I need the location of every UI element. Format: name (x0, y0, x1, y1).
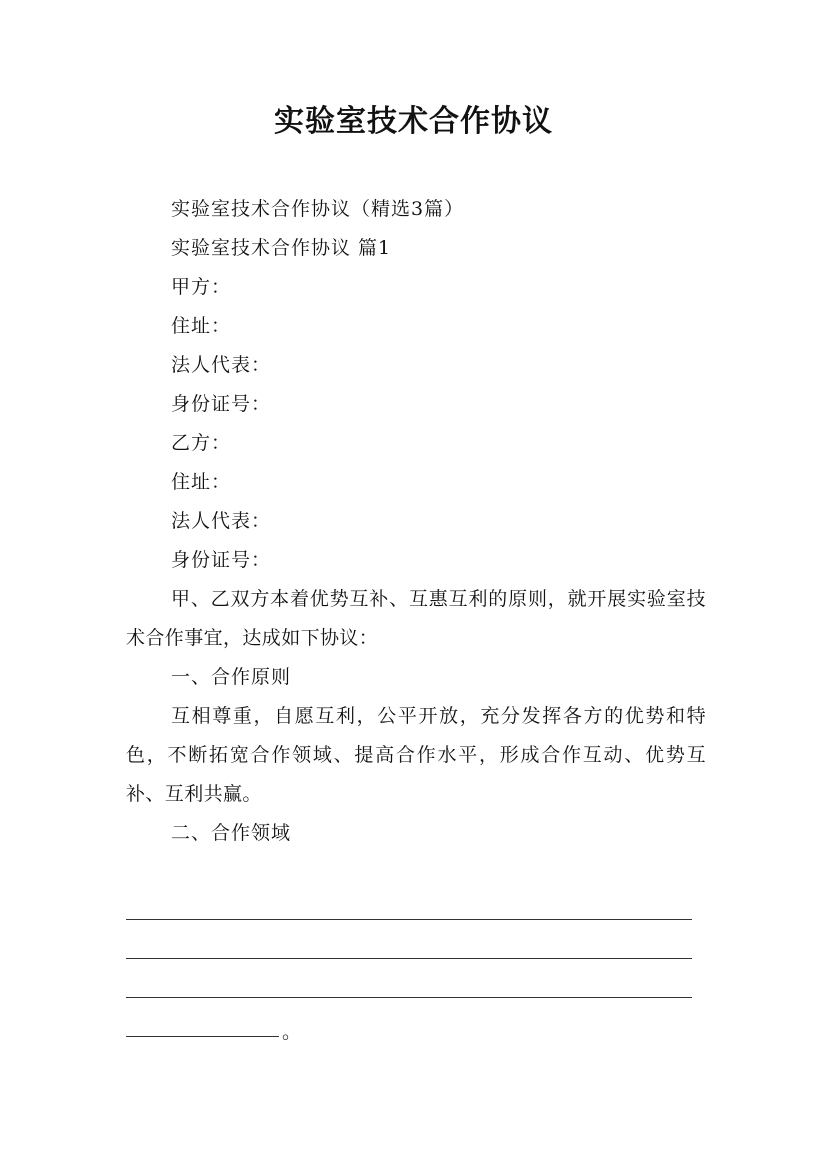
fill-in-blank-lines (126, 895, 696, 1051)
blank-line (126, 1012, 696, 1051)
blank-line (126, 973, 696, 1012)
party-a-address-label: 住址： (171, 315, 232, 337)
paragraph-chapter-heading: 实验室技术合作协议 篇1 (171, 237, 392, 259)
party-a-legal-rep-label: 法人代表： (171, 354, 272, 376)
blank-line (126, 895, 696, 934)
party-a-id-label: 身份证号： (171, 393, 272, 415)
blank-terminator: 。 (282, 1021, 302, 1043)
party-b-label: 乙方： (171, 432, 232, 454)
party-b-legal-rep-label: 法人代表： (171, 510, 272, 532)
blank-line (126, 934, 696, 973)
paragraph-subtitle: 实验室技术合作协议（精选3篇） (171, 198, 465, 220)
party-a-label: 甲方： (171, 276, 232, 298)
section-heading-principles: 一、合作原则 (171, 666, 292, 688)
document-title: 实验室技术合作协议 (274, 104, 553, 139)
party-b-address-label: 住址： (171, 471, 232, 493)
paragraph-principles: 互相尊重，自愿互利，公平开放，充分发挥各方的优势和特色，不断拓宽合作领域、提高合作水平，形成合作互动、优势互补、互利共赢。 (126, 705, 706, 805)
paragraph-preamble: 甲、乙双方本着优势互补、互惠互利的原则，就开展实验室技术合作事宜，达成如下协议： (126, 588, 706, 649)
document-body (126, 190, 706, 853)
section-heading-fields: 二、合作领域 (171, 822, 292, 844)
party-b-id-label: 身份证号： (171, 549, 272, 571)
